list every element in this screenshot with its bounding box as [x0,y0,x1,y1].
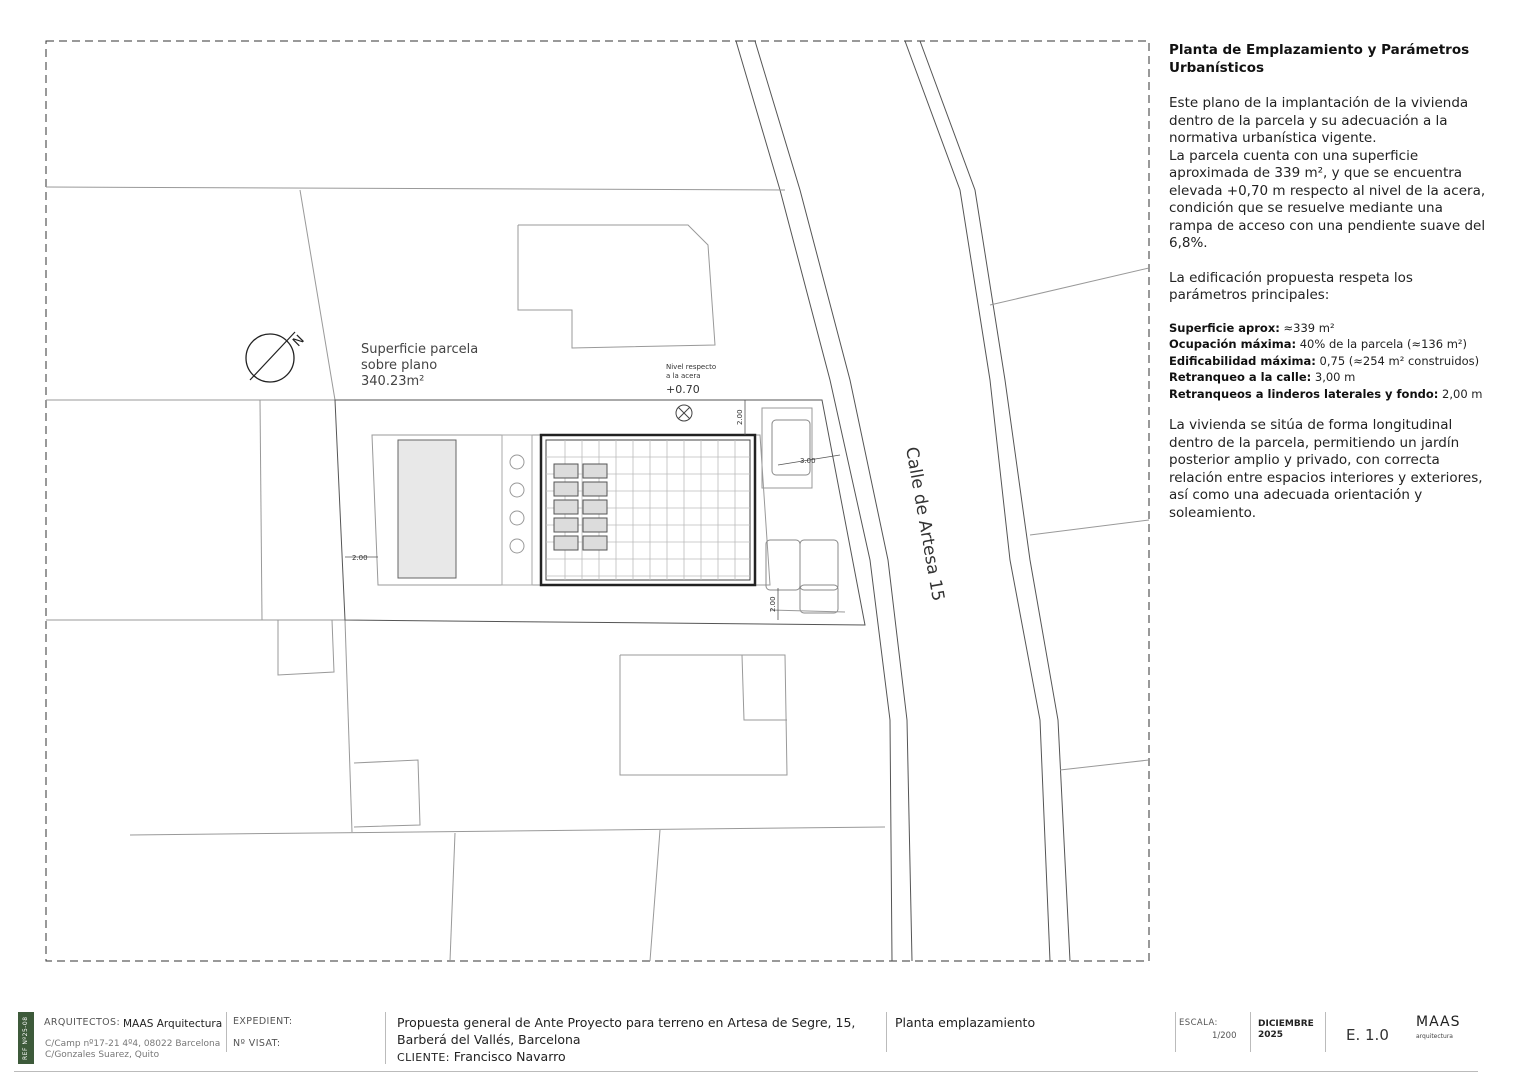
plot-area: 340.23m² [361,374,425,389]
sheet-number: E. 1.0 [1346,1026,1389,1044]
street-label: Calle de Artesa 15 [901,445,948,603]
solar-panel [583,464,607,478]
logo-sub: arquitectura [1416,1033,1453,1040]
solar-panel [554,500,578,514]
sheet-title: Planta emplazamiento [895,1015,1036,1030]
param-row: Ocupación máxima: 40% de la parcela (≈136 m²) [1169,337,1468,352]
level-label-1: Nivel respecto [666,363,717,371]
dim-top: 2.00 [736,409,744,425]
param-row: Retranqueos a linderos laterales y fondo: 2,00 m [1169,386,1483,401]
parking-bays [762,408,845,613]
dim-bottom: 2.00 [769,596,777,612]
plot-label-2: sobre plano [361,358,438,373]
project-line-2: Barberá del Vallés, Barcelona [397,1032,581,1047]
level-label-2: a la acera [666,372,701,380]
street-edges [736,41,1070,961]
address-line-2: C/Gonzales Suarez, Quito [45,1050,160,1060]
plot-label-1: Superficie parcela [361,342,479,357]
scale-value: 1/200 [1212,1031,1237,1041]
planter-strip [502,435,532,585]
solar-panel [583,518,607,532]
architects-label: ARQUITECTOS: [44,1017,121,1028]
solar-panel [554,464,578,478]
param-row: Superficie aprox: ≈339 m² [1169,320,1335,335]
solar-panel [583,536,607,550]
solar-panel [554,518,578,532]
panel-intro-3: La edificación propuesta respeta los parámetros principales: [1169,269,1413,304]
level-value: +0.70 [666,383,700,396]
level-marker [666,363,716,421]
solar-panel [583,482,607,496]
logo-main: MAAS [1416,1014,1461,1030]
date-month: DICIEMBRE [1258,1019,1314,1029]
description-panel [1169,41,1489,522]
panel-title: Planta de Emplazamiento y Parámetros Urbanísticos [1169,42,1470,77]
client-label: CLIENTE: [397,1051,450,1064]
dim-side: 3.00 [800,457,816,465]
scale-label: ESCALA: [1179,1018,1218,1028]
north-label: N [290,332,308,350]
pool [398,440,456,578]
panel-outro: La vivienda se sitúa de forma longitudinal dentro de la parcela, permitiendo un jardín posterior amplio y privado, con correcta relación entre espacios interiores y exteriores, así como una adecuada orientación y soleamiento. [1169,417,1483,521]
solar-panel [554,482,578,496]
north-arrow-icon [246,332,308,382]
architects-name: MAAS Arquitectura [123,1018,223,1030]
house-footprint [541,435,755,585]
panel-intro-2: La parcela cuenta con una superficie aproximada de 339 m², y que se encuentra elevada +0,70 m respecto al nivel de la acera, condición que se resuelve mediante una rampa de acceso con una pendiente suave del 6,8%. [1169,147,1486,252]
reference-tag: REF Nº25-08 [18,1012,34,1064]
date-year: 2025 [1258,1030,1284,1040]
solar-panel [583,500,607,514]
visat-label: Nº VISAT: [233,1038,281,1049]
parameter-list [1169,320,1489,403]
expedient-label: EXPEDIENT: [233,1016,293,1027]
client-name: Francisco Navarro [453,1049,566,1064]
project-line-1: Propuesta general de Ante Proyecto para terreno en Artesa de Segre, 15, [397,1015,856,1030]
param-row: Retranqueo a la calle: 3,00 m [1169,370,1356,385]
dim-left: 2.00 [352,554,368,562]
title-block [14,1006,1478,1072]
address-line-1: C/Camp nº17-21 4º4, 08022 Barcelona [45,1039,221,1049]
panel-intro-1: Este plano de la implantación de la vivienda dentro de la parcela y su adecuación a la normativa urbanística vigente. [1169,95,1469,147]
param-row: Edificabilidad máxima: 0,75 (≈254 m² construidos) [1169,353,1480,368]
solar-panel [554,536,578,550]
